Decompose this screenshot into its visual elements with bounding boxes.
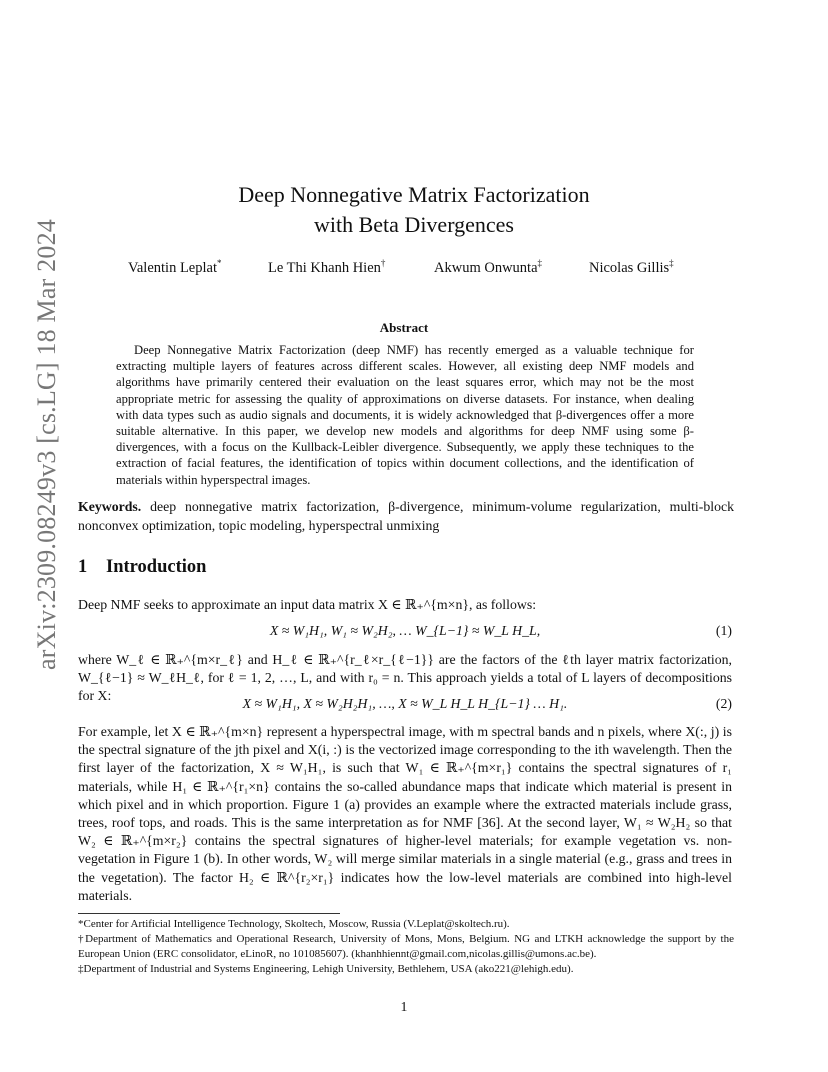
keywords-text: deep nonnegative matrix factorization, β-divergence, minimum-volume regularization, multi-block nonconvex optimization, topic modeling, hyperspectral unmixing xyxy=(78,499,734,533)
paragraph-layers: where W_ℓ ∈ ℝ₊^{m×r_ℓ} and H_ℓ ∈ ℝ₊^{r_ℓ×r_{ℓ−1}} are the factors of the ℓth layer matrix factorization, W_{ℓ−1} ≈ W_ℓH_ℓ, for ℓ = 1, 2, …, L, and with r₀ = n. This approach yields a total of L layers of decompositions for X: xyxy=(78,652,732,704)
keywords xyxy=(78,497,734,535)
author-3: Akwum Onwunta‡ xyxy=(434,258,543,276)
arxiv-side-stamp: arXiv:2309.08249v3 [cs.LG] 18 Mar 2024 xyxy=(32,219,61,670)
author-2: Le Thi Khanh Hien† xyxy=(268,258,386,276)
abstract-text: Deep Nonnegative Matrix Factorization (deep NMF) has recently emerged as a valuable technique for extracting multiple layers of features across different scales. However, all existing deep NMF models and algorithms have primarily centered their evaluation on the least squares error, which may not be the most appropriate metric for assessing the quality of approximations on diverse datasets. For instance, when dealing with data types such as audio signals and documents, it is widely acknowledged that β-divergences offer a more suitable alternative. In this paper, we develop new models and algorithms for deep NMF using some β-divergences, with a focus on the Kullback-Leibler divergence. Subsequently, we apply these techniques to the extraction of facial features, the identification of topics within document collections, and the identification of materials within hyperspectral images. xyxy=(116,343,694,487)
equation-2-number: (2) xyxy=(715,696,732,711)
section-title: Introduction xyxy=(106,557,207,577)
paper-title-line-1: Deep Nonnegative Matrix Factorization xyxy=(238,182,590,207)
equation-2-body: X ≈ W₁H₁, X ≈ W₂H₂H₁, …, X ≈ W_L H_L H_{L−1} … H₁. xyxy=(242,696,568,711)
section-heading xyxy=(78,557,206,578)
keywords-label: Keywords. xyxy=(78,499,142,514)
paragraph-hyperspectral-example: For example, let X ∈ ℝ₊^{m×n} represent a hyperspectral image, with m spectral bands and n pixels, where X(:, j) is the spectral signature of the jth pixel and X(i, :) is the vectorized image corresponding to the ith wavelength. Then the first layer of the factorization, X ≈ W₁H₁, is such that W₁ ∈ ℝ₊^{m×r₁} contains the spectral signatures of r₁ materials, while H₁ ∈ ℝ₊^{r₁×n} contains the so-called abundance maps that indicate which material is present in which pixel and in which proportion. Figure 1 (a) provides an example where the extracted materials include grass, trees, roof tops, and roads. This is the same interpretation as for NMF [36]. At the second layer, W₁ ≈ W₂H₂ so that W₂ ∈ ℝ₊^{m×r₂} contains the spectral signatures of higher-level materials; for example vegetation vs. non-vegetation in Figure 1 (b). In other words, W₂ will merge similar materials in a single material (e.g., grass and trees in the vegetation). The factor H₂ ∈ ℝ^{r₂×r₁} indicates how the low-level materials are combined into high-level materials. xyxy=(78,724,732,903)
equation-1-body: X ≈ W₁H₁, W₁ ≈ W₂H₂, … W_{L−1} ≈ W_L H_L, xyxy=(269,623,541,638)
page-number: 1 xyxy=(400,999,408,1014)
footnote-1: *Center for Artificial Intelligence Technology, Skoltech, Moscow, Russia (V.Leplat@skoltech.ru). xyxy=(78,918,510,930)
author-4: Nicolas Gillis‡ xyxy=(589,258,674,276)
abstract-heading: Abstract xyxy=(379,320,429,335)
equation-1-number: (1) xyxy=(715,623,732,638)
section-number: 1 xyxy=(78,557,88,577)
intro-sentence: Deep NMF seeks to approximate an input data matrix X ∈ ℝ₊^{m×n}, as follows: xyxy=(78,597,537,612)
paper-title-line-2: with Beta Divergences xyxy=(314,212,514,237)
footnote-3: ‡Department of Industrial and Systems Engineering, Lehigh University, Bethlehem, USA (ako221@lehigh.edu). xyxy=(78,963,574,975)
footnote-2: †Department of Mathematics and Operational Research, University of Mons, Mons, Belgium. NG and LTKH acknowledge the support by the European Union (ERC consolidator, eLinoR, no 101085607). (khanhhiennt@gmail.com,nicolas.gillis@umons.ac.be). xyxy=(78,933,734,960)
footnote-rule xyxy=(78,913,340,914)
equation-1 xyxy=(78,623,732,643)
author-1: Valentin Leplat* xyxy=(128,258,222,276)
equation-2 xyxy=(78,696,732,716)
